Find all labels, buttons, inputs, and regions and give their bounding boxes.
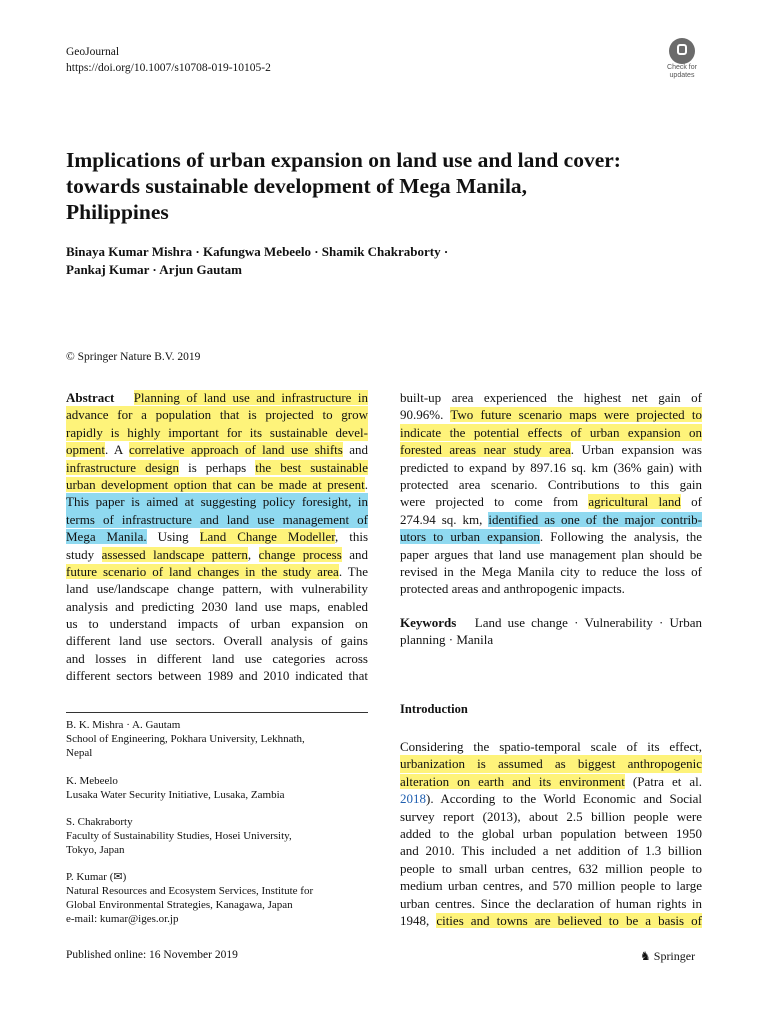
abstract-line: [400, 406, 702, 423]
abstract-line: and losses in different land use categories across: [66, 650, 368, 666]
abstract-line: terms of infrastructure and land use management of: [66, 511, 368, 527]
affiliation-text: Nepal: [66, 747, 93, 759]
abstract-line: land use/landscape change pattern, with vulnerability: [66, 581, 368, 597]
highlight: alteration on earth and its environment: [400, 773, 625, 789]
title-line-3: Philippines: [66, 200, 169, 224]
highlight: urban development option that can be made at present: [66, 476, 365, 492]
highlight: Two future scenario maps were projected to: [450, 407, 702, 423]
affiliation-block: [66, 774, 368, 802]
highlight: identified as one of the major contrib-: [488, 511, 703, 527]
text-span: , this: [335, 529, 369, 545]
abstract-line: [400, 441, 702, 458]
intro-line: urbanization is assumed as biggest anthropogenic: [400, 756, 702, 772]
doi-link[interactable]: https://doi.org/10.1007/s10708-019-10105-2: [66, 62, 271, 74]
abstract-line: revised in the Mega Manila city to reduce the loss of: [400, 563, 702, 579]
text-span: ). According to the World Economic and Social: [426, 791, 702, 807]
intro-line: and 2010. This included a net addition of 1.3 billion: [400, 843, 702, 859]
check-for-updates-badge[interactable]: [660, 38, 704, 82]
text-span: . A: [105, 442, 129, 458]
intro-line: survey report (2013), about 2.5 billion people were: [400, 808, 702, 824]
text-span: Using: [146, 529, 200, 545]
highlight: opment: [66, 442, 105, 458]
text-span: 90.96%.: [400, 407, 451, 423]
abstract-line: different sectors between 1989 and 2010 indicated that: [66, 668, 368, 684]
badge-label-2: updates: [669, 72, 695, 79]
abstract-line: [400, 528, 702, 545]
affiliation-text: Global Environmental Strategies, Kanagawa, Japan: [66, 899, 293, 911]
intro-line: [400, 773, 702, 790]
abstract-line: [66, 563, 368, 580]
highlight: forested areas near study area: [400, 442, 571, 458]
affiliation-block: [66, 870, 368, 926]
text-span: of: [680, 494, 702, 510]
author-list: [66, 243, 706, 279]
introduction-heading: Introduction: [400, 702, 468, 716]
abstract-line: [66, 441, 368, 458]
keywords-line: planning · Manila: [400, 632, 494, 648]
affiliation-name: S. Chakraborty: [66, 816, 133, 828]
highlight: utors to urban expansion: [400, 529, 540, 545]
abstract-line: This paper is aimed at suggesting policy foresight, in: [66, 494, 368, 510]
text-span: . Urban expansion was: [570, 442, 702, 458]
affiliation-text: Natural Resources and Ecosystem Services, Institute for: [66, 885, 314, 897]
abstract-continued-column: [400, 389, 702, 648]
affiliation-text: Faculty of Sustainability Studies, Hosei University,: [66, 830, 292, 842]
publisher-logo: [640, 949, 695, 964]
intro-line: Considering the spatio-temporal scale of its effect,: [400, 739, 702, 754]
affiliation-text: Lusaka Water Security Initiative, Lusaka, Zambia: [66, 789, 285, 801]
affiliation-name: K. Mebeelo: [66, 775, 118, 787]
text-span: . Following the analysis, the: [539, 529, 702, 545]
authors-line-2: Pankaj Kumar · Arjun Gautam: [66, 262, 243, 277]
intro-line: [400, 790, 702, 807]
intro-line: [400, 912, 702, 929]
abstract-line: paper argues that land use management plan should be: [400, 546, 702, 562]
text-span: ,: [247, 546, 259, 562]
highlight: Planning of land use and infrastructure in: [133, 390, 368, 405]
highlight: correlative approach of land use shifts: [128, 442, 343, 458]
paper-title: [66, 147, 706, 225]
abstract-line: [66, 546, 368, 563]
title-line-2: towards sustainable development of Mega Manila,: [66, 174, 528, 198]
bookmark-icon: [669, 38, 695, 64]
email-link[interactable]: e-mail: kumar@iges.or.jp: [66, 913, 179, 925]
journal-name: GeoJournal: [66, 46, 120, 58]
highlight: infrastructure design: [66, 459, 180, 475]
badge-label-1: Check for: [667, 64, 697, 71]
copyright-notice: © Springer Nature B.V. 2019: [66, 351, 201, 363]
abstract-line: analysis and predicting 2030 land use maps, enabled: [66, 598, 368, 614]
highlight: agricultural land: [588, 494, 681, 510]
text-span: were projected to come from: [400, 494, 589, 510]
intro-line: medium urban centres, and 570 million people to large: [400, 878, 702, 894]
abstract-line: [400, 511, 702, 528]
springer-horse-icon: ♞: [640, 949, 651, 963]
abstract-line: [66, 389, 368, 406]
highlight: Mega Manila.: [66, 529, 147, 545]
text-span: 274.94 sq. km,: [400, 511, 489, 527]
text-span: 1948,: [400, 912, 437, 928]
journal-header: [66, 44, 271, 76]
keywords-line: [400, 614, 702, 631]
publisher-name: Springer: [653, 949, 696, 963]
intro-line: people to small urban centres, 632 million people to: [400, 860, 702, 876]
text-span: . The: [338, 563, 369, 579]
abstract-line: predicted to expand by 897.16 sq. km (36% gain) with: [400, 459, 702, 475]
abstract-column: [66, 389, 368, 685]
published-date: Published online: 16 November 2019: [66, 949, 238, 961]
highlight: assessed landscape pattern: [101, 546, 248, 562]
text-span: is perhaps: [179, 459, 256, 475]
abstract-line: advance for a population that is projected to grow: [66, 407, 368, 423]
highlight: the best sustainable: [255, 459, 368, 475]
title-line-1: Implications of urban expansion on land use and land cover:: [66, 148, 621, 172]
affiliation-text: Tokyo, Japan: [66, 844, 125, 856]
abstract-line: indicate the potential effects of urban expansion on: [400, 424, 702, 440]
intro-line: added to the global urban population between 1950: [400, 825, 702, 841]
text-span: .: [364, 476, 368, 492]
highlight: change process: [258, 546, 342, 562]
abstract-line: different land use sectors. Overall analysis of gains: [66, 633, 368, 649]
affiliation-name: B. K. Mishra · A. Gautam: [66, 719, 181, 731]
highlight: future scenario of land changes in the study area: [66, 563, 339, 579]
abstract-line: [66, 476, 368, 493]
citation-link[interactable]: 2018: [400, 791, 426, 807]
affiliation-text: School of Engineering, Pokhara University, Lekhnath,: [66, 733, 305, 745]
introduction-column: [400, 738, 702, 929]
text-span: and: [341, 546, 368, 562]
keywords-label: Keywords: [400, 614, 457, 630]
affiliation-name: P. Kumar (✉): [66, 871, 127, 883]
abstract-label: Abstract: [66, 390, 115, 405]
authors-line-1: Binaya Kumar Mishra · Kafungwa Mebeelo · Shamik Chakraborty ·: [66, 244, 449, 259]
text-span: (Patra et al.: [624, 773, 703, 789]
abstract-line: rapidly is highly important for its sustainable devel-: [66, 424, 368, 440]
keywords-text: Land use change · Vulnerability · Urban: [474, 614, 702, 630]
abstract-line: us to understand impacts of urban expansion on: [66, 616, 368, 632]
abstract-line: built-up area experienced the highest net gain of: [400, 390, 702, 405]
affiliation-block: [66, 718, 368, 760]
text-span: study: [66, 546, 102, 562]
abstract-line: protected areas and anthropogenic impacts.: [400, 581, 625, 597]
affiliation-block: [66, 815, 368, 857]
abstract-line: [66, 459, 368, 476]
intro-line: urban centres. Since the declaration of human rights in: [400, 895, 702, 911]
text-span: and: [342, 442, 368, 458]
highlight: Land Change Modeller: [199, 529, 336, 545]
abstract-line: [66, 528, 368, 545]
affiliation-divider: [66, 712, 368, 713]
abstract-line: protected area scenario. Contributions to this gain: [400, 476, 702, 492]
highlight: cities and towns are believed to be a basis of: [436, 912, 702, 928]
abstract-line: [400, 493, 702, 510]
